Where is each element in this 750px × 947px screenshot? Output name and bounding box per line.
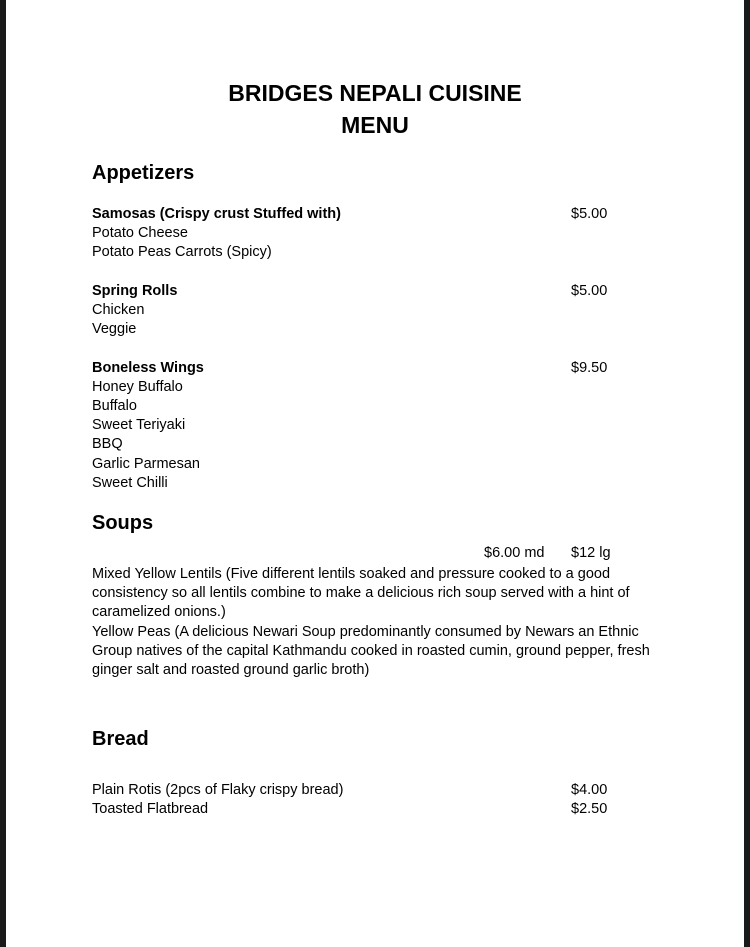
- wings-option: Buffalo: [92, 398, 137, 414]
- wings-option: Sweet Chilli: [92, 475, 168, 491]
- samosas-option: Potato Cheese: [92, 225, 188, 241]
- boneless-wings-price: $9.50: [571, 360, 608, 376]
- soup-description: Yellow Peas (A delicious Newari Soup predominantly consumed by Newars an Ethnic Group natives of the capital Kathmandu cooked in roasted cumin, ground pepper, fresh ginger salt and roasted ground garlic broth): [92, 624, 650, 679]
- menu-title: MENU: [341, 112, 409, 138]
- soup-price-lg: $12 lg: [571, 545, 611, 561]
- soup-description: Mixed Yellow Lentils (Five different lentils soaked and pressure cooked to a good consistency so all lentils combine to make a delicious rich soup served with a hint of caramelized onions.): [92, 566, 630, 621]
- samosas-name: Samosas (Crispy crust Stuffed with): [92, 206, 341, 222]
- spring-rolls-price: $5.00: [571, 283, 608, 299]
- bread-heading: Bread: [92, 728, 149, 750]
- restaurant-name: BRIDGES NEPALI CUISINE: [228, 80, 522, 106]
- wings-option: BBQ: [92, 436, 123, 452]
- wings-option: Garlic Parmesan: [92, 456, 200, 472]
- spring-rolls-option: Chicken: [92, 302, 145, 318]
- menu-page: [6, 0, 744, 947]
- spring-rolls-option: Veggie: [92, 321, 137, 337]
- bread-item-price: $2.50: [571, 801, 608, 817]
- boneless-wings-name: Boneless Wings: [92, 360, 204, 376]
- bread-item-price: $4.00: [571, 782, 608, 798]
- wings-option: Sweet Teriyaki: [92, 417, 186, 433]
- appetizers-heading: Appetizers: [92, 162, 195, 184]
- spring-rolls-name: Spring Rolls: [92, 283, 178, 299]
- samosas-price: $5.00: [571, 206, 608, 222]
- bread-item-name: Toasted Flatbread: [92, 801, 209, 817]
- wings-option: Honey Buffalo: [92, 379, 183, 395]
- samosas-option: Potato Peas Carrots (Spicy): [92, 244, 272, 260]
- soup-price-md: $6.00 md: [484, 545, 545, 561]
- soups-heading: Soups: [92, 512, 154, 534]
- bread-item-name: Plain Rotis (2pcs of Flaky crispy bread): [92, 782, 344, 798]
